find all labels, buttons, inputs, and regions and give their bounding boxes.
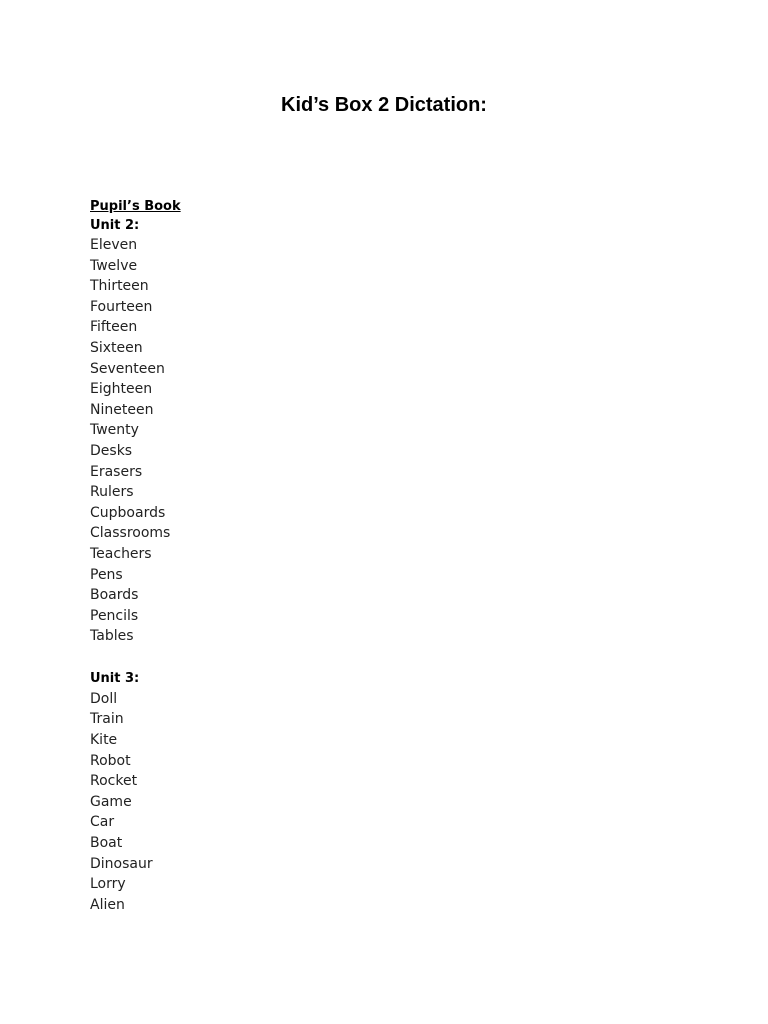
word-item: Cupboards	[90, 504, 166, 521]
unit-3-heading: Unit 3:	[90, 670, 140, 686]
word-item: Classrooms	[90, 525, 171, 542]
word-item: Robot	[90, 752, 131, 769]
word-item: Fifteen	[90, 319, 138, 336]
word-item: Erasers	[90, 463, 143, 480]
word-item: Pencils	[90, 607, 139, 624]
word-item: Sixteen	[90, 339, 143, 356]
document-title: Kid’s Box 2 Dictation:	[281, 94, 487, 116]
unit-3-section	[90, 669, 490, 916]
unit-3-word-list	[90, 689, 490, 916]
word-item: Seventeen	[90, 360, 165, 377]
word-item: Car	[90, 814, 115, 831]
word-item: Fourteen	[90, 298, 153, 315]
word-item: Pens	[90, 566, 123, 583]
word-item: Train	[90, 711, 124, 728]
word-item: Nineteen	[90, 401, 154, 418]
word-item: Boards	[90, 587, 139, 604]
word-item: Teachers	[90, 545, 152, 562]
word-item: Alien	[90, 896, 125, 913]
word-item: Boat	[90, 835, 123, 852]
word-item: Lorry	[90, 876, 126, 893]
word-item: Twenty	[90, 422, 139, 439]
word-item: Tables	[90, 628, 134, 645]
word-item: Eighteen	[90, 381, 153, 398]
word-item: Desks	[90, 442, 133, 459]
unit-2-section	[90, 216, 490, 647]
word-item: Thirteen	[90, 278, 149, 295]
unit-2-heading: Unit 2:	[90, 218, 140, 233]
word-item: Kite	[90, 732, 118, 749]
word-item: Eleven	[90, 237, 138, 253]
word-item: Dinosaur	[90, 855, 153, 872]
word-item: Twelve	[90, 257, 138, 274]
document-body	[90, 198, 490, 915]
unit-2-word-list	[90, 235, 490, 647]
word-item: Rulers	[90, 484, 134, 501]
word-item: Game	[90, 793, 132, 810]
word-item: Rocket	[90, 773, 138, 790]
word-item: Doll	[90, 690, 118, 707]
pupils-book-heading: Pupil’s Book	[90, 199, 181, 214]
